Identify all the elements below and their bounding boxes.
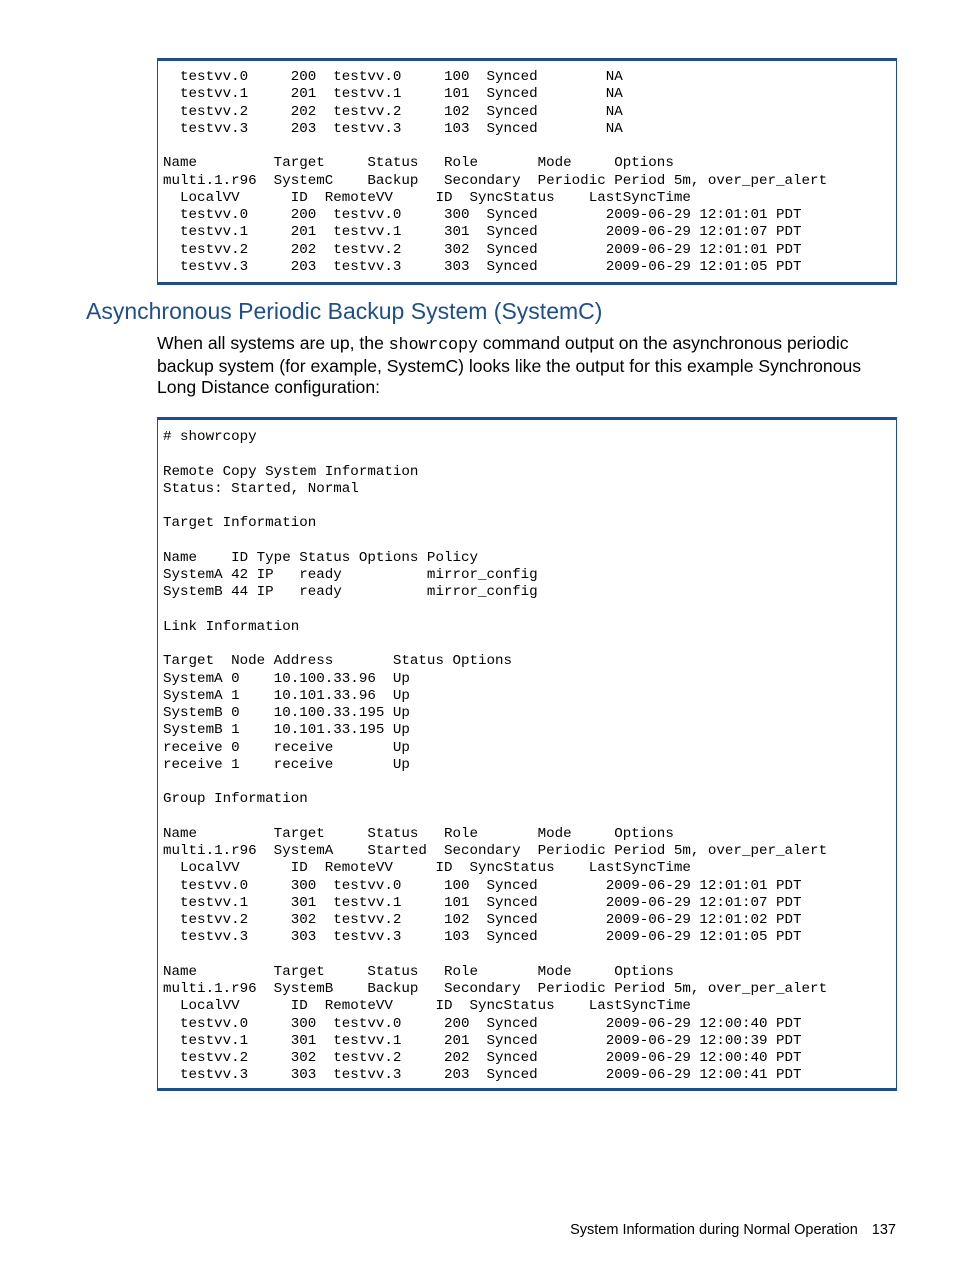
- intro-paragraph: [157, 333, 902, 399]
- para-text-before: When all systems are up, the: [157, 333, 389, 353]
- command-name: showrcopy: [388, 335, 478, 354]
- code-text: # showrcopy Remote Copy System Information Status: Started, Normal Target Information Name ID Type Status Options Policy SystemA 42 IP ready mirror_config SystemB 44 IP ready mirror_config Link Information Target Node Address Status Options SystemA 0 10.100.33.96 Up SystemA 1 10.101.33.96 Up SystemB 0 10.100.33.195 Up SystemB 1 10.101.33.195 Up receive 0 receive Up receive 1 receive Up Group Information Name Target Status Role Mode Options multi.1.r96 SystemA Started Secondary Periodic Period 5m, over_per_alert LocalVV ID RemoteVV ID SyncStatus LastSyncTime testvv.0 300 testvv.0 100 Synced 2009-06-29 12:01:01 PDT testvv.1 301 testvv.1 101 Synced 2009-06-29 12:01:07 PDT testvv.2 302 testvv.2 102 Synced 2009-06-29 12:01:02 PDT testvv.3 303 testvv.3 103 Synced 2009-06-29 12:01:05 PDT Name Target Status Role Mode Options multi.1.r96 SystemB Backup Secondary Periodic Period 5m, over_per_alert LocalVV ID RemoteVV ID SyncStatus LastSyncTime testvv.0 300 testvv.0 200 Synced 2009-06-29 12:00:40 PDT testvv.1 301 testvv.1 201 Synced 2009-06-29 12:00:39 PDT testvv.2 302 testvv.2 202 Synced 2009-06-29 12:00:40 PDT testvv.3 303 testvv.3 203 Synced 2009-06-29 12:00:41 PDT: [163, 429, 828, 1084]
- code-block-top: [157, 58, 897, 285]
- para-text-after: command output on the asynchronous periodic backup system (for example, SystemC) looks like the output for this example Synchronous Long Distance configuration:: [157, 333, 862, 397]
- page-footer: [570, 1222, 896, 1238]
- code-block-main: [157, 417, 897, 1091]
- page-number: 137: [871, 1222, 896, 1238]
- code-text: testvv.0 200 testvv.0 100 Synced NA testvv.1 201 testvv.1 101 Synced NA testvv.2 202 testvv.2 102 Synced NA testvv.3 203 testvv.3 103 Synced NA Name Target Status Role Mode Options multi.1.r96 SystemC Backup Secondary Periodic Period 5m, over_per_alert LocalVV ID RemoteVV ID SyncStatus LastSyncTime testvv.0 200 testvv.0 300 Synced 2009-06-29 12:01:01 PDT testvv.1 201 testvv.1 301 Synced 2009-06-29 12:01:07 PDT testvv.2 202 testvv.2 302 Synced 2009-06-29 12:01:01 PDT testvv.3 203 testvv.3 303 Synced 2009-06-29 12:01:05 PDT: [163, 69, 828, 275]
- footer-title: System Information during Normal Operation: [570, 1222, 858, 1238]
- section-heading: Asynchronous Periodic Backup System (SystemC): [86, 298, 603, 324]
